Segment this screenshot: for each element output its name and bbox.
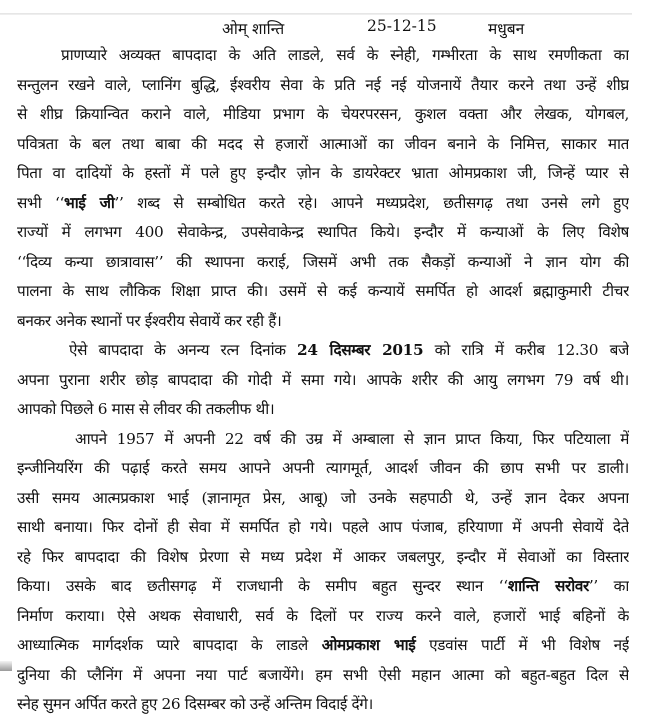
text-line: किया। उसके बाद छतीसगढ़ में राजधानी के समीप बहुत सुन्दर स्थान ‘‘शान्ति सरोवर’’ का bbox=[17, 577, 629, 595]
text-line: स्नेह सुमन अर्पित करते हुए 26 दिसम्बर को उन्हें अन्तिम विदाई देंगे। bbox=[17, 695, 373, 713]
header-date: 25-12-15 bbox=[367, 17, 437, 35]
text-line: पिता वा दादियों के हस्तों में पले हुए इन्दौर ज़ोन के डायरेक्टर भ्राता ओमप्रकाश जी, जिन्हें प्यार से bbox=[17, 164, 629, 182]
margin-marker bbox=[0, 661, 12, 671]
text-line: इन्जीनियरिंग की पढ़ाई करते समय आपने अपनी त्यागमूर्त, आदर्श जीवन की छाप सभी पर डाली। bbox=[17, 459, 629, 477]
text-line: उसी समय आत्मप्रकाश भाई (ज्ञानामृत प्रेस, आबू) जो उनके सहपाठी थे, उन्हें ज्ञान देकर अपना bbox=[17, 488, 629, 507]
text-line: ऐसे बापदादा के अनन्य रत्न दिनांक 24 दिसम्बर 2015 को रात्रि में करीब 12.30 बजे bbox=[69, 341, 629, 359]
text-line: रहे फिर बापदादा की विशेष प्रेरणा से मध्य प्रदेश में आकर जबलपुर, इन्दौर में सेवाओं का विस्तार bbox=[17, 547, 629, 566]
text-line: साथी बनाया। फिर दोनों ही सेवा में समर्पित हो गये। पहले आप पंजाब, हरियाणा में अपनी सेवायें देते bbox=[17, 518, 629, 536]
text-line: अपना पुराना शरीर छोड़ बापदादा की गोदी में समा गये। आपके शरीर की आयु लगभग 79 वर्ष थी। bbox=[17, 370, 629, 389]
paragraph-2 bbox=[17, 336, 629, 425]
header-place: मधुबन bbox=[488, 20, 525, 38]
bold-phrase: शान्ति सरोवर bbox=[507, 577, 589, 595]
text-line: ‘‘दिव्य कन्या छात्रावास’’ की स्थापना कराई, जिसमें अभी तक सैकड़ों कन्याओं ने ज्ञान योग की bbox=[17, 252, 629, 271]
header-title: ओम् शान्ति bbox=[222, 20, 285, 38]
text-line: पवित्रता के बल तथा बाबा की मदद से हजारों आत्माओं का जीवन बनाने के निमित्त, साकार मात bbox=[17, 134, 629, 153]
paragraph-3 bbox=[17, 425, 629, 720]
text-line: से शीघ्र क्रियान्वित कराने वाले, मीडिया प्रभाग के चेयरपरसन, कुशल वक्ता और लेखक, योगबल, bbox=[17, 105, 629, 123]
text-line: सभी ‘‘भाई जी’’ शब्द से सम्बोधित करते रहे। आपने मध्यप्रदेश, छतीसगढ़ तथा उनसे लगे हुए bbox=[17, 193, 629, 212]
text-line: आध्यात्मिक मार्गदर्शक प्यारे बापदादा के लाडले ओमप्रकाश भाई एडवांस पार्टी में भी विशेष नई bbox=[17, 636, 629, 654]
document-header bbox=[17, 15, 629, 41]
text-line: निर्माण कराया। ऐसे अथक सेवाधारी, सर्व के दिलों पर राज्य करने वाले, हजारों भाई बहिनों के bbox=[17, 606, 629, 625]
bold-phrase: भाई जी bbox=[63, 193, 115, 212]
text-line: आपने 1957 में अपनी 22 वर्ष की उम्र में अम्बाला से ज्ञान प्राप्त किया, फिर पटियाला में bbox=[75, 429, 629, 448]
text-line: दुनिया की प्लैनिंग में अपना नया पार्ट बजायेंगे। हम सभी ऐसी महान आत्मा को बहुत-बहुत दिल से bbox=[17, 665, 629, 684]
paragraph-1 bbox=[17, 41, 629, 336]
text-line: आपको पिछले 6 मास से लीवर की तकलीफ थी। bbox=[17, 400, 275, 418]
text-line: राज्यों में लगभग 400 सेवाकेन्द्र, उपसेवाकेन्द्र स्थापित किये। इन्दौर में कन्याओं के लिए विशेष bbox=[17, 223, 629, 241]
text-line: पालना के साथ लौकिक शिक्षा प्राप्त की। उसमें से कई कन्यायें समर्पित हो आदर्श ब्रह्माकुमारी टीचर bbox=[17, 282, 629, 300]
bold-name: ओमप्रकाश भाई bbox=[321, 636, 416, 654]
text-line: सन्तुलन रखने वाले, प्लानिंग बुद्धि, ईश्वरीय सेवा के प्रति नई नई योजनायें तैयार करने तथा उन्हें शीघ्र bbox=[17, 75, 629, 94]
text-line: बनकर अनेक स्थानों पर ईश्वरीय सेवायें कर रही हैं। bbox=[17, 311, 282, 330]
bold-date: 24 दिसम्बर 2015 bbox=[297, 341, 424, 359]
document-page bbox=[17, 15, 629, 720]
text-line: प्राणप्यारे अव्यक्त बापदादा के अति लाडले, सर्व के स्नेही, गम्भीरता के साथ रमणीकता का bbox=[61, 46, 629, 64]
